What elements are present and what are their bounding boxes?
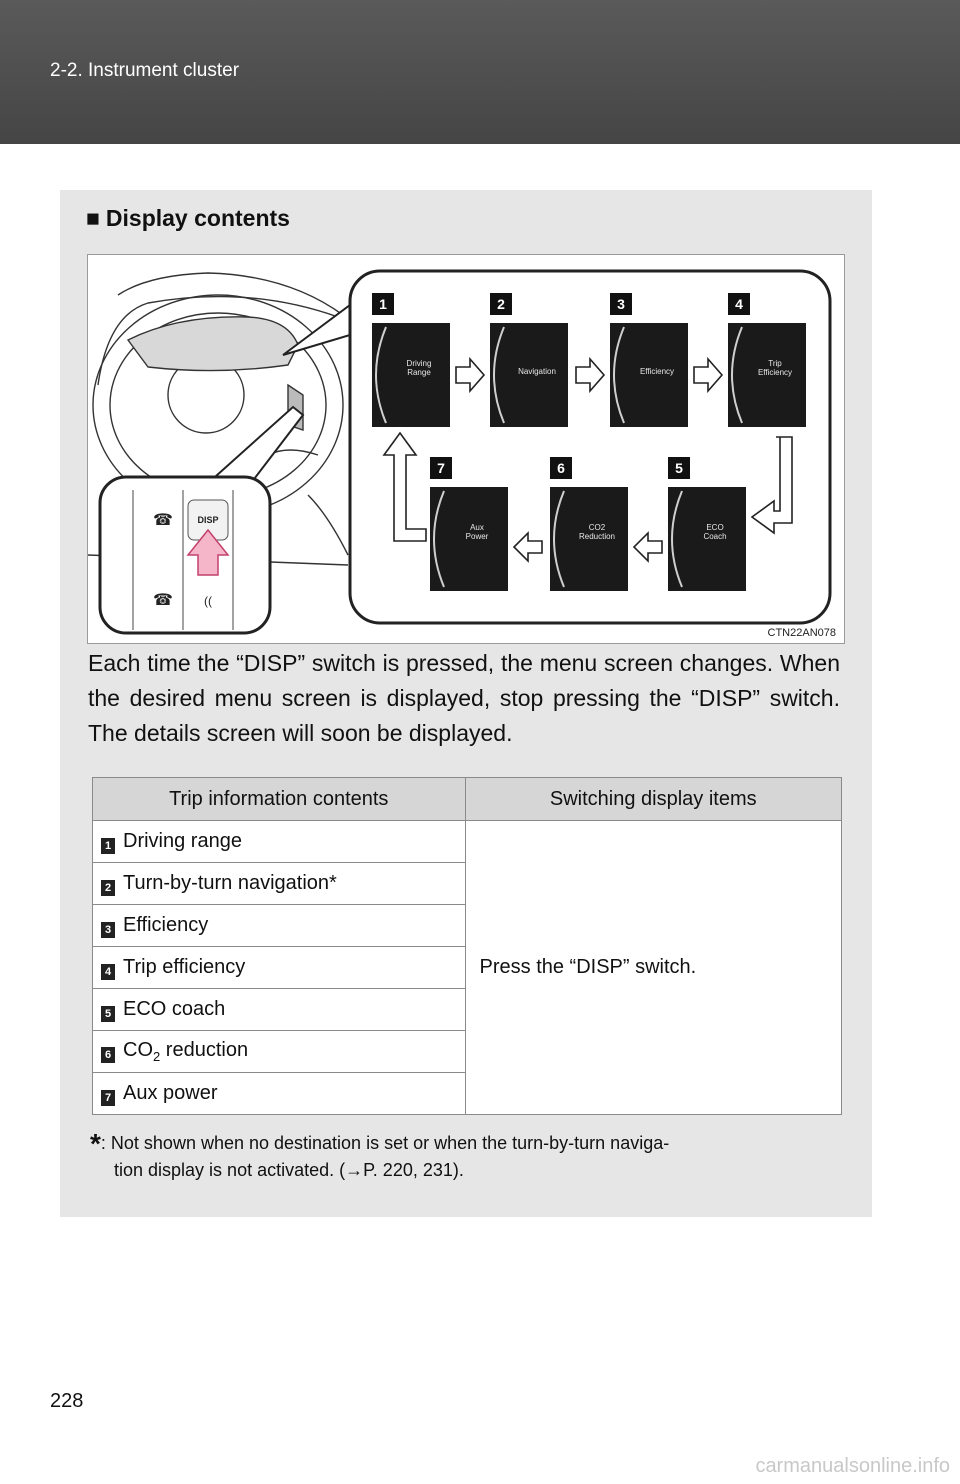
row-number-badge: 4 xyxy=(101,964,115,980)
screen-label-navigation: Navigation xyxy=(518,367,556,376)
switch-callout xyxy=(100,477,270,633)
intro-paragraph: Each time the “DISP” switch is pressed, the menu screen changes. When the desired menu screen is displayed, stop pressing the “DISP” switch. The details screen will soon be displayed. xyxy=(88,650,840,746)
heading-square-icon: ■ xyxy=(86,205,100,231)
disp-switch-label: DISP xyxy=(197,515,219,525)
footnote-line-1: : Not shown when no destination is set or when the turn-by-turn naviga- xyxy=(100,1133,670,1153)
screen-label-driving-range: Driving Range xyxy=(406,359,432,377)
row-number-badge: 3 xyxy=(101,922,115,938)
phone-on-icon: ☎ xyxy=(153,512,173,529)
screen-label-aux-power: Aux Power xyxy=(465,523,489,541)
row-label: Aux power xyxy=(123,1081,218,1104)
column-header: Trip information contents xyxy=(93,778,466,821)
row-label-co2: $CO_2$ reduction xyxy=(123,1039,249,1064)
row-label: ECO coach xyxy=(123,997,226,1020)
footnote-asterisk: * xyxy=(90,1128,101,1159)
page-header xyxy=(0,0,960,144)
phone-off-icon: ☎ xyxy=(153,592,173,609)
screen-label-eco-coach: ECO Coach xyxy=(703,523,727,541)
row-label: Efficiency xyxy=(123,913,209,936)
row-number-badge: 1 xyxy=(101,838,115,854)
heading-text: Display contents xyxy=(105,205,290,231)
badge-6: 6 xyxy=(557,460,565,476)
screen-label-trip-efficiency: Trip Efficiency xyxy=(757,359,793,377)
row-label: Turn-by-turn navigation* xyxy=(123,871,337,894)
badge-4: 4 xyxy=(735,296,743,312)
watermark: carmanualsonline.info xyxy=(755,1455,950,1477)
table-row xyxy=(93,821,842,863)
row-number-badge: 5 xyxy=(101,1006,115,1022)
badge-3: 3 xyxy=(617,296,625,312)
trip-info-table xyxy=(92,777,842,1115)
badge-2: 2 xyxy=(497,296,505,312)
badge-7: 7 xyxy=(437,460,445,476)
screen-label-co2-reduction: CO2 Reduction xyxy=(578,523,616,541)
row-label: Driving range xyxy=(123,829,242,852)
footnote-line-2: tion display is not activated. (→P. 220, 231). xyxy=(114,1160,464,1180)
row-number-badge: 2 xyxy=(101,880,115,896)
figure-illustration xyxy=(88,255,846,645)
screen-label-efficiency: Efficiency xyxy=(639,367,675,376)
badge-5: 5 xyxy=(675,460,683,476)
column-header: Switching display items xyxy=(465,778,841,821)
badge-1: 1 xyxy=(379,296,387,312)
screens-callout-wedge xyxy=(283,305,350,355)
figure-code: CTN22AN078 xyxy=(767,627,836,639)
voice-icon: (( xyxy=(204,594,212,608)
instrument-cluster-figure xyxy=(87,254,845,644)
row-label: Trip efficiency xyxy=(123,955,246,978)
section-title: 2-2. Instrument cluster xyxy=(50,60,240,81)
page-number: 228 xyxy=(50,1390,84,1412)
switching-display-cell: Press the “DISP” switch. xyxy=(465,821,841,1115)
section-heading xyxy=(86,205,290,232)
footnote xyxy=(90,1130,842,1183)
row-number-badge: 6 xyxy=(101,1047,115,1063)
row-number-badge: 7 xyxy=(101,1090,115,1106)
table-header-row xyxy=(93,778,842,821)
